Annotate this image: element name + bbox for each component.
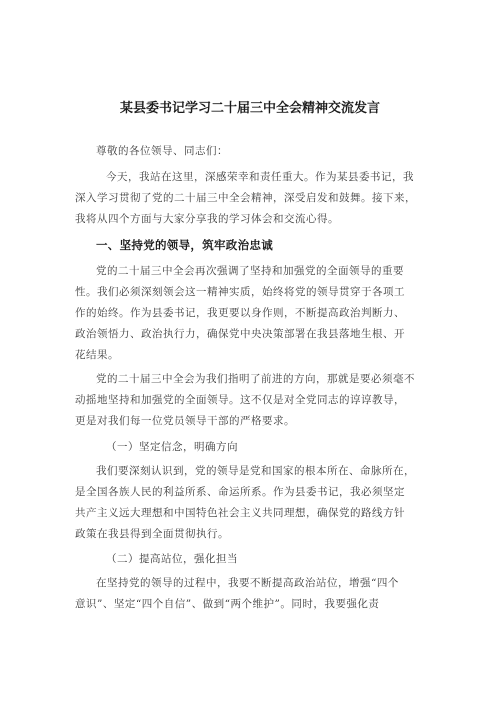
document-title: 某县委书记学习二十届三中全会精神交流发言 <box>119 101 380 116</box>
subsection-heading: （一）坚定信念，明确方向 <box>106 441 238 453</box>
paragraph-line: 更是对我们每一位党员领导干部的严格要求。 <box>75 415 295 427</box>
paragraph-line: 党的二十届三中全会再次强调了坚持和加强党的全面领导的重要 <box>96 265 404 277</box>
intro-line: 深入学习贯彻了党的二十届三中全会精神，深受启发和鼓舞。接下来， <box>75 192 416 204</box>
paragraph-line: 意识”、坚定“四个自信”、做到“两个维护”。同时，我要强化责 <box>75 598 380 610</box>
paragraph-line: 动摇地坚持和加强党的全面领导。这不仅是对全党同志的谆谆教导， <box>75 394 405 406</box>
paragraph-line: 共产主义远大理想和中国特色社会主义共同理想，确保党的路线方针 <box>75 507 405 519</box>
paragraph-line: 花结果。 <box>75 349 119 361</box>
intro-line: 我将从四个方面与大家分享我的学习体会和交流心得。 <box>75 213 339 225</box>
paragraph-line: 政治领悟力、政治执行力，确保党中央决策部署在我县落地生根、开 <box>75 328 405 340</box>
section-heading: 一、坚持党的领导，筑牢政治忠诚 <box>96 238 273 252</box>
intro-line: 今天，我站在这里，深感荣幸和责任重大。作为某县委书记，我 <box>106 171 414 183</box>
paragraph-line: 作的始终。作为县委书记，我更要以身作则，不断提高政治判断力、 <box>75 307 405 319</box>
paragraph-line: 在坚持党的领导的过程中，我要不断提高政治站位，增强“四个 <box>96 577 399 589</box>
paragraph-line: 政策在我县得到全面贯彻执行。 <box>75 528 229 540</box>
paragraph-line: 是全国各族人民的利益所系、命运所系。作为县委书记，我必须坚定 <box>75 486 405 498</box>
subsection-heading: （二）提高站位，强化担当 <box>106 553 238 565</box>
paragraph-line: 党的二十届三中全会为我们指明了前进的方向，那就是要必须毫不 <box>96 373 415 385</box>
paragraph-line: 性。我们必须深刻领会这一精神实质，始终将党的领导贯穿于各项工 <box>75 286 405 298</box>
paragraph-line: 我们要深刻认识到，党的领导是党和国家的根本所在、命脉所在， <box>96 465 415 477</box>
greeting-line: 尊敬的各位领导、同志们： <box>96 145 228 157</box>
